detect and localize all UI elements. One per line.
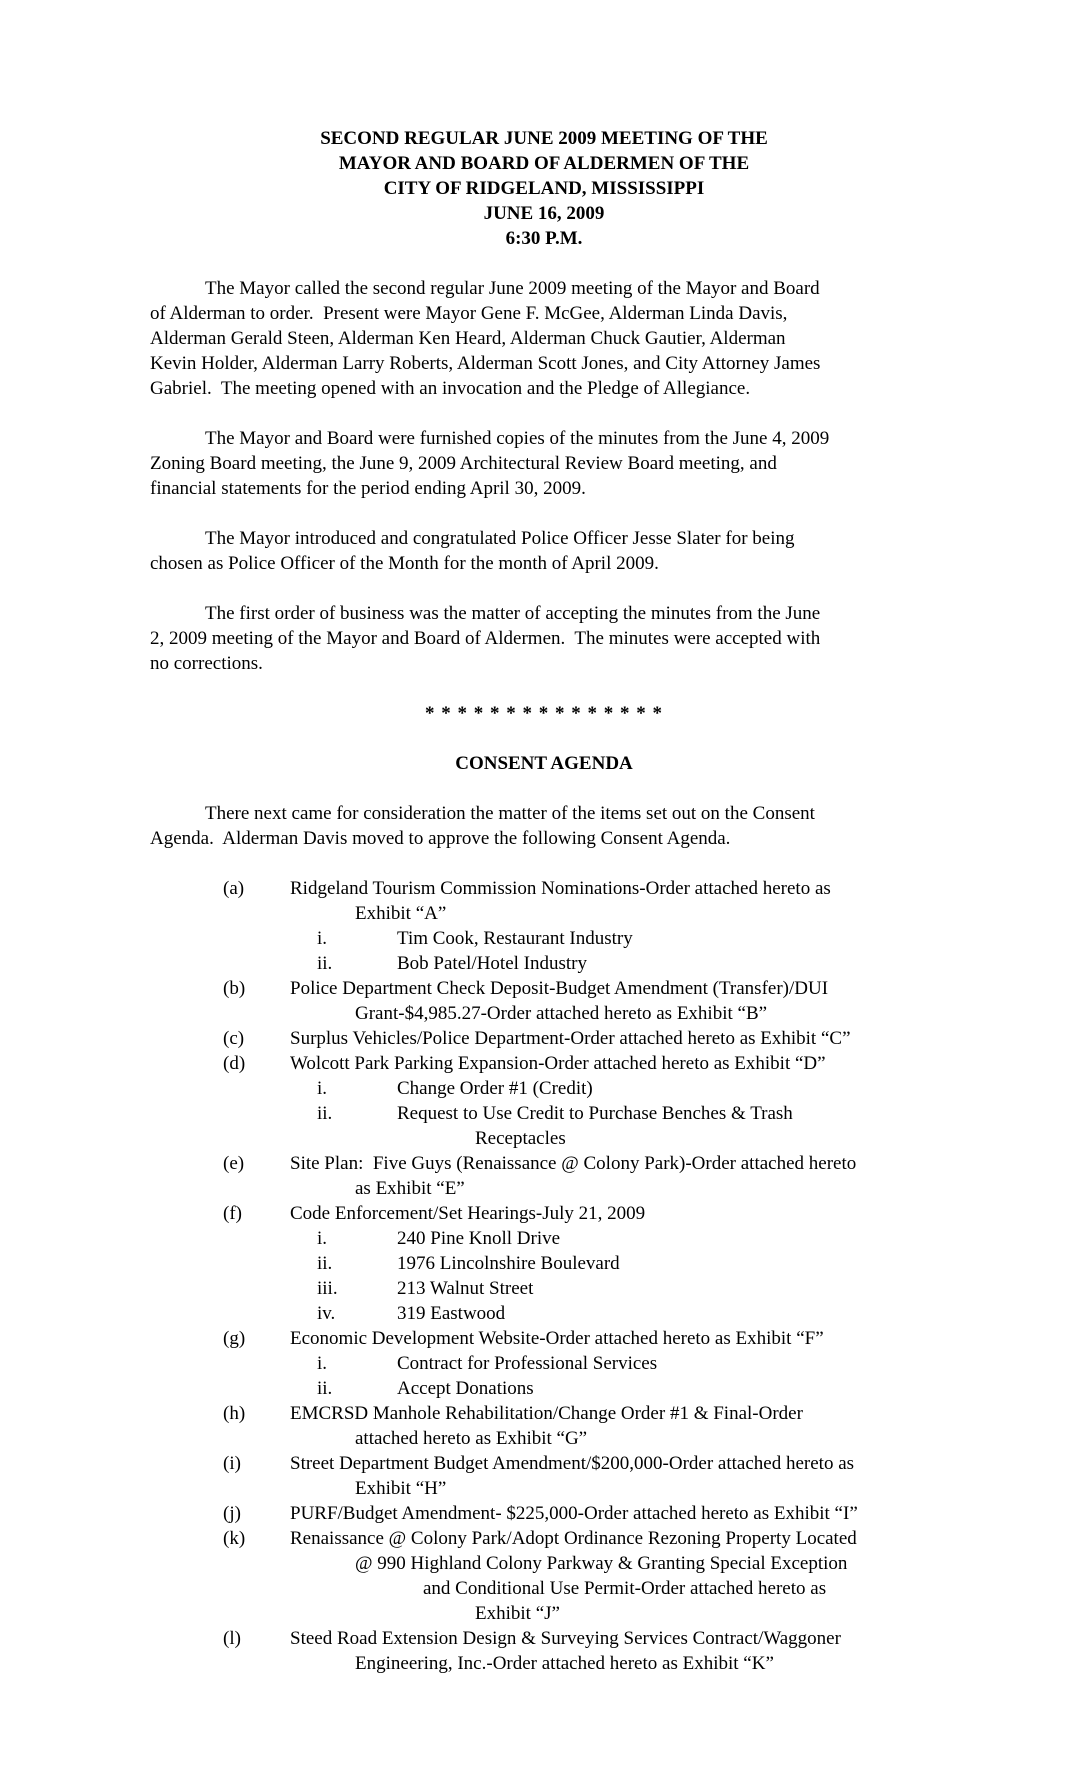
paragraph-line: The Mayor called the second regular June 2009 meeting of the Mayor and Board	[205, 278, 820, 299]
agenda-line	[150, 1176, 1088, 1201]
paragraph	[150, 601, 1088, 676]
agenda-item-text: Grant-$4,985.27-Order attached hereto as Exhibit “B”	[355, 1003, 768, 1024]
agenda-item-text: Ridgeland Tourism Commission Nominations-Order attached hereto as	[290, 878, 831, 899]
agenda-line	[150, 1026, 1088, 1051]
agenda-line	[150, 1551, 1088, 1576]
agenda-item-text: as Exhibit “E”	[355, 1178, 465, 1199]
agenda-item-label: i.	[317, 1353, 328, 1374]
agenda-item-label: (a)	[223, 878, 245, 899]
agenda-item-label: (k)	[223, 1528, 246, 1549]
paragraph-line: chosen as Police Officer of the Month for the month of April 2009.	[150, 553, 659, 574]
agenda-line	[150, 951, 1088, 976]
agenda-item-label: ii.	[317, 1103, 333, 1124]
agenda-item-label: (l)	[223, 1628, 241, 1649]
agenda-item-label: i.	[317, 1078, 328, 1099]
paragraph	[150, 426, 1088, 501]
title-line: MAYOR AND BOARD OF ALDERMEN OF THE	[338, 153, 750, 174]
agenda-item-text: Receptacles	[475, 1128, 566, 1149]
agenda-line	[150, 1126, 1088, 1151]
agenda-item-text: Tim Cook, Restaurant Industry	[397, 928, 633, 949]
agenda-item-text: and Conditional Use Permit-Order attached hereto as	[423, 1578, 827, 1599]
paragraph-line: Alderman Gerald Steen, Alderman Ken Heard, Alderman Chuck Gautier, Alderman	[150, 328, 786, 349]
agenda-item-label: (e)	[223, 1153, 245, 1174]
paragraph-line: no corrections.	[150, 653, 263, 674]
agenda-item-text: @ 990 Highland Colony Parkway & Granting Special Exception	[355, 1553, 848, 1574]
agenda-line	[150, 1326, 1088, 1351]
agenda-item-label: (d)	[223, 1053, 246, 1074]
paragraph-line: Zoning Board meeting, the June 9, 2009 Architectural Review Board meeting, and	[150, 453, 777, 474]
agenda-item-text: Request to Use Credit to Purchase Benches & Trash	[397, 1103, 793, 1124]
paragraph-line: of Alderman to order. Present were Mayor Gene F. McGee, Alderman Linda Davis,	[150, 303, 788, 324]
agenda-item-text: Code Enforcement/Set Hearings-July 21, 2009	[290, 1203, 646, 1224]
agenda-item-text: Renaissance @ Colony Park/Adopt Ordinance Rezoning Property Located	[290, 1528, 857, 1549]
agenda-line	[150, 976, 1088, 1001]
consent-agenda-list	[0, 876, 1088, 1676]
agenda-line	[150, 1476, 1088, 1501]
agenda-line	[150, 1576, 1088, 1601]
agenda-item-text: Bob Patel/Hotel Industry	[397, 953, 587, 974]
agenda-item-text: Site Plan: Five Guys (Renaissance @ Colony Park)-Order attached hereto	[290, 1153, 857, 1174]
agenda-line	[150, 926, 1088, 951]
agenda-line	[150, 1276, 1088, 1301]
agenda-item-label: (f)	[223, 1203, 242, 1224]
agenda-item-text: Police Department Check Deposit-Budget Amendment (Transfer)/DUI	[290, 978, 829, 999]
agenda-item-text: Surplus Vehicles/Police Department-Order attached hereto as Exhibit “C”	[290, 1028, 851, 1049]
agenda-item-label: (i)	[223, 1453, 241, 1474]
agenda-line	[150, 1351, 1088, 1376]
agenda-line	[150, 1251, 1088, 1276]
agenda-line	[150, 1151, 1088, 1176]
title-line: CITY OF RIDGELAND, MISSISSIPPI	[383, 178, 705, 199]
agenda-item-text: EMCRSD Manhole Rehabilitation/Change Order #1 & Final-Order	[290, 1403, 803, 1424]
agenda-item-text: 213 Walnut Street	[397, 1278, 534, 1299]
agenda-item-label: ii.	[317, 1378, 333, 1399]
agenda-item-text: Exhibit “H”	[355, 1478, 447, 1499]
paragraph-line: Gabriel. The meeting opened with an invocation and the Pledge of Allegiance.	[150, 378, 751, 399]
asterisk-separator: * * * * * * * * * * * * * * *	[425, 703, 663, 724]
paragraph-line: 2, 2009 meeting of the Mayor and Board of Aldermen. The minutes were accepted with	[150, 628, 821, 649]
agenda-item-text: Street Department Budget Amendment/$200,000-Order attached hereto as	[290, 1453, 855, 1474]
title-line: SECOND REGULAR JUNE 2009 MEETING OF THE	[320, 128, 768, 149]
paragraph-line: financial statements for the period ending April 30, 2009.	[150, 478, 586, 499]
agenda-line	[150, 1526, 1088, 1551]
paragraph-line: Agenda. Alderman Davis moved to approve the following Consent Agenda.	[150, 828, 731, 849]
agenda-item-label: i.	[317, 928, 328, 949]
agenda-line	[150, 1076, 1088, 1101]
agenda-item-label: (c)	[223, 1028, 245, 1049]
agenda-item-label: (h)	[223, 1403, 246, 1424]
agenda-item-text: Steed Road Extension Design & Surveying Services Contract/Waggoner	[290, 1628, 841, 1649]
paragraph	[150, 276, 1088, 401]
agenda-item-text: Contract for Professional Services	[397, 1353, 658, 1374]
agenda-item-label: iii.	[317, 1278, 338, 1299]
paragraph	[150, 526, 1088, 576]
agenda-item-label: (b)	[223, 978, 246, 999]
agenda-line	[150, 1401, 1088, 1426]
agenda-item-text: Exhibit “J”	[475, 1603, 560, 1624]
agenda-item-label: i.	[317, 1228, 328, 1249]
agenda-item-label: iv.	[317, 1303, 336, 1324]
agenda-line	[150, 876, 1088, 901]
agenda-item-text: Change Order #1 (Credit)	[397, 1078, 593, 1099]
paragraph	[150, 801, 1088, 851]
agenda-item-label: ii.	[317, 953, 333, 974]
agenda-item-text: Accept Donations	[397, 1378, 534, 1399]
agenda-item-text: Exhibit “A”	[355, 903, 447, 924]
agenda-line	[150, 1626, 1088, 1651]
agenda-line	[150, 1501, 1088, 1526]
agenda-item-text: Economic Development Website-Order attached hereto as Exhibit “F”	[290, 1328, 824, 1349]
agenda-item-text: Wolcott Park Parking Expansion-Order attached hereto as Exhibit “D”	[290, 1053, 826, 1074]
paragraph-line: The Mayor introduced and congratulated Police Officer Jesse Slater for being	[205, 528, 795, 549]
consent-intro-paragraph	[0, 801, 1088, 851]
agenda-item-text: 319 Eastwood	[397, 1303, 506, 1324]
agenda-line	[150, 1426, 1088, 1451]
document-title	[0, 126, 1088, 251]
consent-agenda-heading: CONSENT AGENDA	[455, 753, 633, 774]
title-line: 6:30 P.M.	[505, 228, 583, 249]
agenda-line	[150, 1201, 1088, 1226]
paragraph-line: Kevin Holder, Alderman Larry Roberts, Alderman Scott Jones, and City Attorney James	[150, 353, 821, 374]
agenda-line	[150, 1451, 1088, 1476]
agenda-item-label: ii.	[317, 1253, 333, 1274]
agenda-item-label: (g)	[223, 1328, 246, 1349]
agenda-line	[150, 1651, 1088, 1676]
agenda-item-text: PURF/Budget Amendment- $225,000-Order attached hereto as Exhibit “I”	[290, 1503, 858, 1524]
agenda-item-text: 1976 Lincolnshire Boulevard	[397, 1253, 620, 1274]
paragraph-line: There next came for consideration the matter of the items set out on the Consent	[205, 803, 815, 824]
title-line: JUNE 16, 2009	[483, 203, 605, 224]
paragraph-line: The first order of business was the matter of accepting the minutes from the June	[205, 603, 821, 624]
agenda-item-text: 240 Pine Knoll Drive	[397, 1228, 561, 1249]
agenda-line	[150, 1376, 1088, 1401]
agenda-line	[150, 901, 1088, 926]
agenda-line	[150, 1001, 1088, 1026]
agenda-item-label: (j)	[223, 1503, 241, 1524]
agenda-item-text: attached hereto as Exhibit “G”	[355, 1428, 588, 1449]
agenda-line	[150, 1101, 1088, 1126]
agenda-line	[150, 1226, 1088, 1251]
paragraph-line: The Mayor and Board were furnished copies of the minutes from the June 4, 2009	[205, 428, 830, 449]
agenda-line	[150, 1051, 1088, 1076]
agenda-item-text: Engineering, Inc.-Order attached hereto as Exhibit “K”	[355, 1653, 774, 1674]
body-paragraphs	[0, 276, 1088, 676]
agenda-line	[150, 1301, 1088, 1326]
agenda-line	[150, 1601, 1088, 1626]
